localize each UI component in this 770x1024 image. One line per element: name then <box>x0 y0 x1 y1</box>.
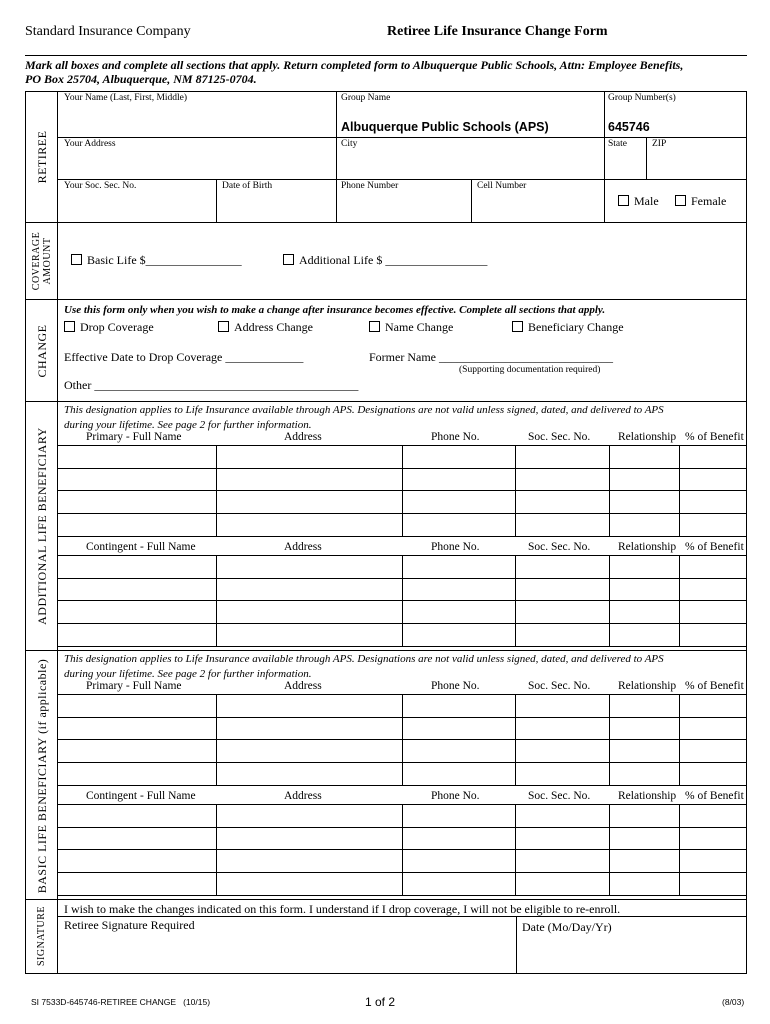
name-label: Your Name (Last, First, Middle) <box>64 93 188 103</box>
signature-date-field[interactable]: Date (Mo/Day/Yr) <box>522 920 612 934</box>
basic-beneficiary-contingent-header-4: Relationship <box>618 790 677 802</box>
basic-life-checkbox[interactable] <box>71 254 82 265</box>
table-row[interactable] <box>58 828 746 850</box>
zip-label: ZIP <box>652 139 667 149</box>
table-row[interactable] <box>58 740 746 762</box>
supporting-docs-note: (Supporting documentation required) <box>459 365 601 375</box>
retiree-section-label: RETIREE <box>35 130 49 184</box>
table-row[interactable] <box>58 579 746 601</box>
form-body <box>25 91 747 974</box>
table-row[interactable] <box>58 514 746 536</box>
additional-beneficiary-section-label: ADDITIONAL LIFE BENEFICIARY <box>35 427 49 625</box>
additional-beneficiary-contingent-header-5: % of Benefit <box>685 541 744 553</box>
additional-beneficiary-contingent-header-4: Relationship <box>618 541 677 553</box>
female-option[interactable]: Female <box>675 194 726 209</box>
basic-beneficiary-note-1: This designation applies to Life Insurance available through APS. Designations are not valid unless signed, dated, and delivered to APS <box>64 653 664 665</box>
table-row[interactable] <box>58 763 746 785</box>
cell-label: Cell Number <box>477 181 527 191</box>
instructions-line-1: Mark all boxes and complete all sections that apply. Return completed form to Albuquerque Public Schools, Attn: Employee Benefits, <box>25 58 684 72</box>
address-change-option[interactable]: Address Change <box>218 320 313 335</box>
table-row[interactable] <box>58 873 746 895</box>
dob-label: Date of Birth <box>222 181 273 191</box>
basic-beneficiary-contingent-header-0: Contingent - Full Name <box>86 790 196 802</box>
group-name-label: Group Name <box>341 93 391 103</box>
signature-statement: I wish to make the changes indicated on this form. I understand if I drop coverage, I will not be eligible to re-enroll. <box>64 902 621 916</box>
instructions <box>25 58 747 86</box>
change-note: Use this form only when you wish to make a change after insurance becomes effective. Complete all sections that apply. <box>64 304 606 316</box>
table-row[interactable] <box>58 624 746 646</box>
beneficiary-change-option[interactable]: Beneficiary Change <box>512 320 624 335</box>
former-name-field[interactable]: Former Name _____________________________ <box>369 350 613 364</box>
basic-beneficiary-section-label: BASIC LIFE BENEFICIARY (if applicable) <box>35 658 49 894</box>
additional-beneficiary-primary-header-0: Primary - Full Name <box>86 431 182 443</box>
basic-beneficiary-primary-header-3: Soc. Sec. No. <box>528 680 591 692</box>
additional-beneficiary-primary-header-4: Relationship <box>618 431 677 443</box>
male-option[interactable]: Male <box>618 194 659 209</box>
basic-beneficiary-contingent-header-2: Phone No. <box>431 790 480 802</box>
table-row[interactable] <box>58 850 746 872</box>
additional-beneficiary-primary-header-5: % of Benefit <box>685 431 744 443</box>
additional-beneficiary-contingent-header-3: Soc. Sec. No. <box>528 541 591 553</box>
group-number-label: Group Number(s) <box>608 93 676 103</box>
additional-beneficiary-primary-header-2: Phone No. <box>431 431 480 443</box>
group-name-value: Albuquerque Public Schools (APS) <box>341 120 549 134</box>
effective-date-field[interactable]: Effective Date to Drop Coverage _____________ <box>64 350 304 364</box>
signature-field[interactable]: Retiree Signature Required <box>64 918 195 932</box>
male-checkbox[interactable] <box>618 195 629 206</box>
additional-life-field[interactable]: Additional Life $ _________________ <box>283 253 487 268</box>
table-row[interactable] <box>58 601 746 623</box>
address-label: Your Address <box>64 139 116 149</box>
additional-life-checkbox[interactable] <box>283 254 294 265</box>
city-label: City <box>341 139 358 149</box>
drop-coverage-option[interactable]: Drop Coverage <box>64 320 154 335</box>
table-row[interactable] <box>58 491 746 513</box>
revision-date: (8/03) <box>722 997 745 1007</box>
additional-beneficiary-note-2: during your lifetime. See page 2 for further information. <box>64 419 312 431</box>
table-row[interactable] <box>58 446 746 468</box>
name-change-option[interactable]: Name Change <box>369 320 453 335</box>
form-title: Retiree Life Insurance Change Form <box>387 24 608 39</box>
additional-beneficiary-primary-header-3: Soc. Sec. No. <box>528 431 591 443</box>
additional-beneficiary-contingent-header-2: Phone No. <box>431 541 480 553</box>
additional-beneficiary-contingent-header-0: Contingent - Full Name <box>86 541 196 553</box>
ssn-label: Your Soc. Sec. No. <box>64 181 137 191</box>
other-field[interactable]: Other ____________________________________________ <box>64 378 359 392</box>
change-section-label: CHANGE <box>35 324 49 378</box>
phone-label: Phone Number <box>341 181 399 191</box>
beneficiary-change-checkbox[interactable] <box>512 321 523 332</box>
additional-beneficiary-contingent-header-1: Address <box>284 541 322 553</box>
table-row[interactable] <box>58 469 746 491</box>
state-label: State <box>608 139 627 149</box>
basic-life-field[interactable]: Basic Life $________________ <box>71 253 242 268</box>
instructions-line-2: PO Box 25704, Albuquerque, NM 87125-0704. <box>25 72 257 86</box>
additional-beneficiary-note-1: This designation applies to Life Insurance available through APS. Designations are not valid unless signed, dated, and delivered to APS <box>64 404 664 416</box>
page-number: 1 of 2 <box>365 995 396 1009</box>
basic-beneficiary-primary-header-2: Phone No. <box>431 680 480 692</box>
basic-beneficiary-note-2: during your lifetime. See page 2 for further information. <box>64 668 312 680</box>
basic-beneficiary-primary-header-1: Address <box>284 680 322 692</box>
basic-beneficiary-contingent-header-3: Soc. Sec. No. <box>528 790 591 802</box>
female-checkbox[interactable] <box>675 195 686 206</box>
coverage-section-label: COVERAGE AMOUNT <box>31 231 53 291</box>
form-code: SI 7533D-645746-RETIREE CHANGE (10/15) <box>31 997 211 1007</box>
table-row[interactable] <box>58 556 746 578</box>
basic-beneficiary-contingent-header-5: % of Benefit <box>685 790 744 802</box>
address-change-checkbox[interactable] <box>218 321 229 332</box>
header-rule <box>25 55 747 56</box>
table-row[interactable] <box>58 805 746 827</box>
company-name: Standard Insurance Company <box>25 24 191 39</box>
basic-beneficiary-primary-header-4: Relationship <box>618 680 677 692</box>
name-change-checkbox[interactable] <box>369 321 380 332</box>
basic-beneficiary-primary-header-5: % of Benefit <box>685 680 744 692</box>
table-row[interactable] <box>58 718 746 740</box>
signature-section-label: SIGNATURE <box>36 905 47 967</box>
basic-beneficiary-contingent-header-1: Address <box>284 790 322 802</box>
basic-beneficiary-primary-header-0: Primary - Full Name <box>86 680 182 692</box>
additional-beneficiary-primary-header-1: Address <box>284 431 322 443</box>
table-row[interactable] <box>58 695 746 717</box>
group-number-value: 645746 <box>608 120 650 134</box>
drop-coverage-checkbox[interactable] <box>64 321 75 332</box>
